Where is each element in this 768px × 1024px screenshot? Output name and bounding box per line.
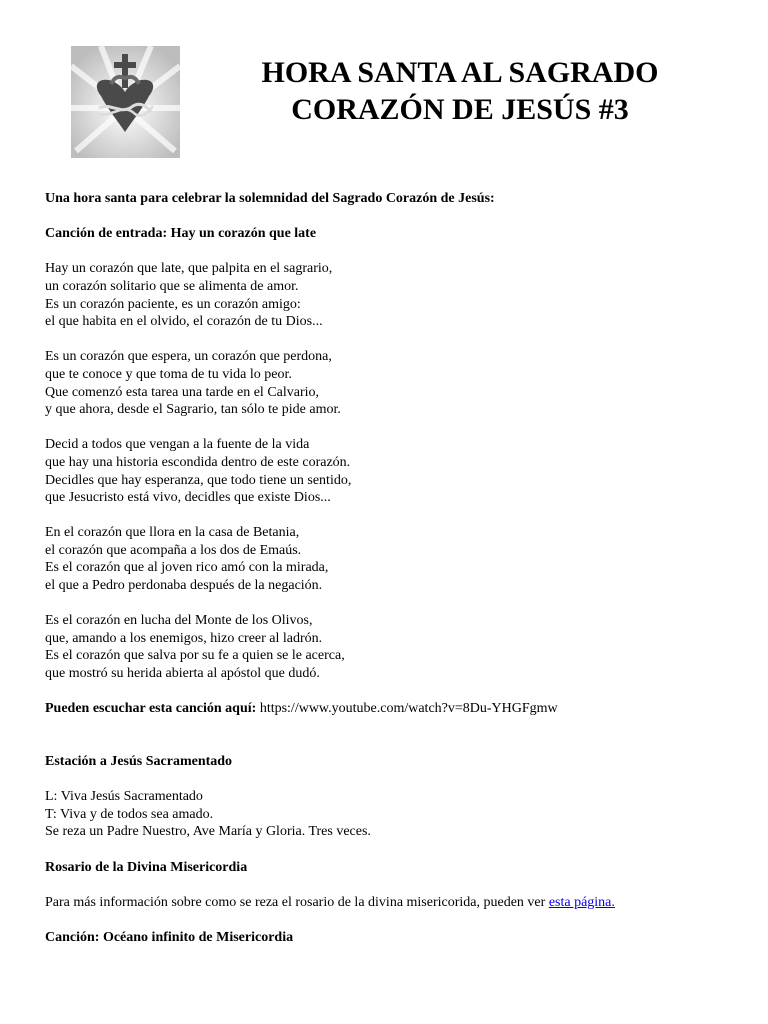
station-responses bbox=[45, 788, 745, 841]
lyric-line: el que habita en el olvido, el corazón de tu Dios... bbox=[45, 314, 323, 330]
lyric-line: Decid a todos que vengan a la fuente de la vida bbox=[45, 437, 310, 453]
lyric-line: que, amando a los enemigos, hizo creer al ladrón. bbox=[45, 630, 323, 646]
lyric-line: Es el corazón que salva por su fe a quien se le acerca, bbox=[45, 648, 345, 664]
rosary-heading: Rosario de la Divina Misericordia bbox=[45, 859, 248, 875]
lyric-line: Es el corazón en lucha del Monte de los Olivos, bbox=[45, 613, 313, 629]
lyric-line: En el corazón que llora en la casa de Betania, bbox=[45, 525, 300, 541]
esta-pagina-link[interactable]: esta página. bbox=[548, 894, 615, 910]
station-line: L: Viva Jesús Sacramentado bbox=[45, 789, 203, 805]
song1-stanza bbox=[45, 348, 745, 418]
document-body bbox=[45, 190, 745, 964]
song1-heading: Canción de entrada: Hay un corazón que late bbox=[45, 226, 317, 242]
lyric-line: Es el corazón que al joven rico amó con la mirada, bbox=[45, 560, 329, 576]
title-line-1: HORA SANTA AL SAGRADO bbox=[261, 56, 659, 89]
page-title bbox=[200, 54, 720, 128]
station-line: T: Viva y de todos sea amado. bbox=[45, 806, 214, 822]
station-line: Se reza un Padre Nuestro, Ave María y Gloria. Tres veces. bbox=[45, 824, 371, 840]
rosary-info-text: Para más información sobre como se reza el rosario de la divina misericorida, pueden ver bbox=[45, 894, 549, 910]
lyric-line: Decidles que hay esperanza, que todo tiene un sentido, bbox=[45, 472, 352, 488]
rosary-info bbox=[45, 894, 745, 912]
lyric-line: que te conoce y que toma de tu vida lo peor. bbox=[45, 366, 292, 382]
intro-text: Una hora santa para celebrar la solemnidad del Sagrado Corazón de Jesús: bbox=[45, 191, 495, 206]
listen-line bbox=[45, 700, 745, 718]
lyric-line: el corazón que acompaña a los dos de Emaús. bbox=[45, 542, 302, 558]
lyric-line: que hay una historia escondida dentro de este corazón. bbox=[45, 454, 351, 470]
song1-stanza bbox=[45, 612, 745, 682]
lyric-line: que mostró su herida abierta al apóstol que dudó. bbox=[45, 666, 320, 682]
lyric-line: un corazón solitario que se alimenta de amor. bbox=[45, 278, 299, 294]
song1-stanza bbox=[45, 436, 745, 506]
lyric-line: Es un corazón que espera, un corazón que perdona, bbox=[45, 349, 332, 365]
youtube-url: https://www.youtube.com/watch?v=8Du-YHGFgmw bbox=[256, 701, 558, 717]
station-heading: Estación a Jesús Sacramentado bbox=[45, 754, 233, 769]
lyric-line: y que ahora, desde el Sagrario, tan sólo te pide amor. bbox=[45, 402, 341, 418]
lyric-line: Es un corazón paciente, es un corazón amigo: bbox=[45, 296, 301, 312]
title-line-2: CORAZÓN DE JESÚS #3 bbox=[291, 93, 629, 126]
song1-stanza bbox=[45, 260, 745, 330]
lyric-line: Hay un corazón que late, que palpita en el sagrario, bbox=[45, 261, 333, 277]
song2-heading: Canción: Océano infinito de Misericordia bbox=[45, 929, 294, 945]
lyric-line: el que a Pedro perdonaba después de la negación. bbox=[45, 578, 323, 594]
listen-label: Pueden escuchar esta canción aquí: bbox=[45, 701, 257, 717]
lyric-line: Que comenzó esta tarea una tarde en el Calvario, bbox=[45, 384, 320, 400]
song1-stanza bbox=[45, 524, 745, 594]
sacred-heart-icon bbox=[71, 46, 180, 158]
lyric-line: que Jesucristo está vivo, decidles que existe Dios... bbox=[45, 490, 331, 506]
